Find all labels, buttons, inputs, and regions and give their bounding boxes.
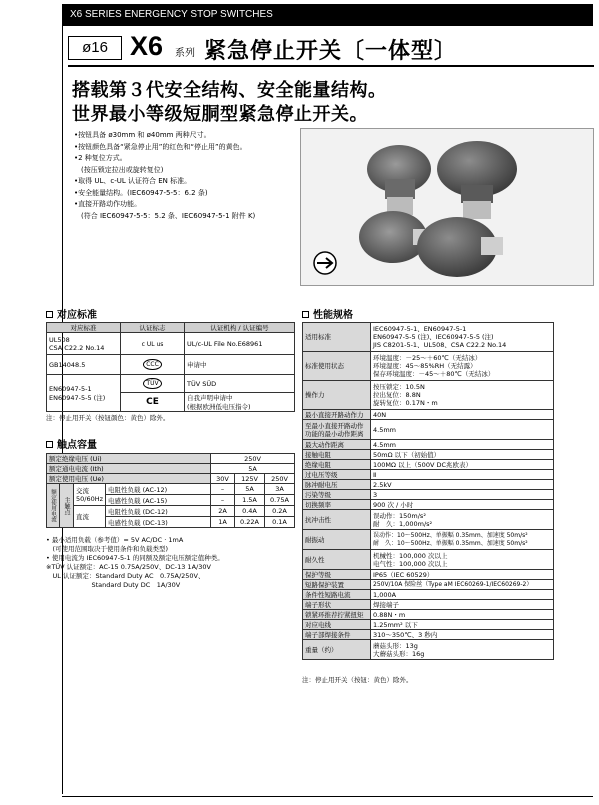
table-row [303,460,554,470]
contact-note: • 使用电流为 IEC60947-5-1 的同额及额定电压额定值种类。 [46,554,224,562]
standards-title-text: 对应标准 [57,310,97,321]
table-row [303,500,554,510]
table-row [303,640,554,660]
contact-note: UL 认证额定：Standard Duty AC 0.75A/250V、 [46,572,205,580]
spec-value: IEC60947-5-1、EN60947-5-1 EN60947-5-5 (注)、IEC60947-5-5 (注) JIS C8201-5-1、UL508、CSA C22.2 No.14 [371,323,554,352]
table-row [303,550,554,570]
load-type: 电阻性负载 (DC-12) [106,506,211,517]
spec-label: 过电压等级 [303,470,371,480]
spec-value: 50mΩ 以下（初始值） [371,450,554,460]
current-value: 2A [211,506,235,517]
specs-title-text: 性能规格 [313,310,353,321]
table-row [303,490,554,500]
spec-value: 900 次 / 小时 [371,500,554,510]
spec-label: 对应电线 [303,620,371,630]
spec-value: 1,000A [371,590,554,600]
spec-value: 310～350℃、3 秒内 [371,630,554,640]
voltage-col: 250V [265,474,295,484]
cert-info: TÜV SÜD [185,375,295,393]
table-row [303,440,554,450]
table-row [303,480,554,490]
mark-text: c UL us [141,340,164,348]
current-value: 1.5A [235,495,265,506]
feature-item: •2 种复位方式。 [74,154,127,162]
standard-name: UL508 CSA C22.2 No.14 [47,333,121,355]
spec-value: 蘑菇头形：13g 大蘑菇头形：16g [371,640,554,660]
spec-label: 耐久性 [303,550,371,570]
spec-label: 端子部焊接条件 [303,630,371,640]
cert-info: UL/c-UL File No.E68961 [185,333,295,355]
specs-table [302,322,554,660]
table-row [303,410,554,420]
spec-label: 条件性短路电流 [303,590,371,600]
current-value: 0.4A [235,506,265,517]
rated-voltage-label: 额定使用电压 (Ue) [47,474,211,484]
series-word: 系列 [175,48,195,59]
spec-label: 标准使用状态 [303,352,371,381]
headline-line-2: 世界最小等级短胴型紧急停止开关。 [72,104,368,125]
current-value: – [211,495,235,506]
specs-note: 注：停止用开关（按钮：黄色）除外。 [302,676,413,684]
specs-section-title [302,306,353,321]
product-photo [300,128,594,286]
cert-info: 申请中 [185,355,295,375]
spec-label: 最小直接开路动作力 [303,410,371,420]
spec-label: 操作力 [303,381,371,410]
standards-header: 认证机构 / 认证编号 [185,323,295,333]
rated-use-current-label: 额定使用电流 [47,484,60,528]
spec-label: 短路保护装置 [303,580,371,590]
product-name: 紧急停止开关〔一体型〕 [204,39,458,64]
table-row [47,355,295,375]
title-row [68,31,588,64]
mark-text: TÜV [143,378,161,389]
feature-item: •按钮具备 ø30mm 和 ø40mm 两种尺寸。 [74,131,211,139]
table-row [47,375,295,393]
feature-item: •安全能量结构。(IEC60947-5-5：6.2 条) [74,188,208,197]
main-contact-label: 主触点 [60,484,74,528]
spec-label: 最大动作距离 [303,440,371,450]
spec-value: 2.5kV [371,480,554,490]
title-underline [68,65,594,67]
spec-value: 40N [371,410,554,420]
standards-header: 认证标志 [121,323,185,333]
spec-value: 100MΩ 以上（500V DC兆欧表） [371,460,554,470]
spec-value: 焊接端子 [371,600,554,610]
spec-label: 保护等级 [303,570,371,580]
table-row [303,510,554,530]
spec-value: 3 [371,490,554,500]
load-type: 电阻性负载 (AC-12) [106,484,211,495]
ce-mark-icon [121,393,185,412]
product-photo-illustration [301,129,593,285]
cert-info: 自我声明申请中 (根据欧洲低电压指令) [185,393,295,412]
ccc-mark-icon [121,355,185,375]
standards-section-title [46,306,97,321]
standards-note: 注：停止用开关（按钮颜色：黄色）除外。 [46,414,170,422]
voltage-col: 125V [235,474,265,484]
section-square-icon [46,441,53,448]
spec-label: 重量（约） [303,640,371,660]
table-row [303,470,554,480]
series-header-bar: X6 SERIES ENERGENCY STOP SWITCHES [62,4,593,26]
spec-value: Ⅱ [371,470,554,480]
load-type: 电感性负载 (DC-13) [106,517,211,528]
table-row [303,530,554,550]
feature-item: (按压锁定拉出或旋转复位) [74,165,164,174]
table-row [303,570,554,580]
contact-title-text: 触点容量 [57,440,97,451]
spec-label: 切换频率 [303,500,371,510]
spec-value: 1.25mm² 以下 [371,620,554,630]
spec-value: 误动作：150m/s² 耐 久：1,000m/s² [371,510,554,530]
rated-insulation-value: 250V [211,454,295,464]
table-row [303,381,554,410]
mark-text: CCC [143,359,162,370]
table-row [303,590,554,600]
standards-header: 对应标准 [47,323,121,333]
current-value: – [211,484,235,495]
table-row [303,630,554,640]
spec-label: 污染等级 [303,490,371,500]
size-badge: ø16 [68,36,122,60]
current-value: 0.1A [265,517,295,528]
current-value: 0.75A [265,495,295,506]
section-square-icon [302,311,309,318]
table-row [303,352,554,381]
spec-label: 绝缘电阻 [303,460,371,470]
mark-text: CE [146,397,159,407]
table-row [303,600,554,610]
load-type: 电感性负载 (AC-15) [106,495,211,506]
spec-label: 脉冲耐电压 [303,480,371,490]
current-value: 0.22A [235,517,265,528]
dc-label: 直流 [74,506,106,528]
table-row [303,620,554,630]
rated-insulation-label: 额定绝缘电压 (Ui) [47,454,211,464]
table-row [303,610,554,620]
section-square-icon [46,311,53,318]
spec-value: 环境温度：－25～＋60℃（无结冰） 环境湿度：45～85%RH（无结露） 保存环境温度：－45～＋80℃（无结冰） [371,352,554,381]
contact-notes [46,536,296,590]
ac-label: 交流 50/60Hz [74,484,106,506]
table-row [303,323,554,352]
table-row [303,420,554,440]
current-value: 1A [211,517,235,528]
standard-name: GB14048.5 [47,355,121,375]
spec-label: 锁紧环推荐拧紧扭矩 [303,610,371,620]
feature-item: •按钮颜色具备“紧急停止用”的红色和“停止用”的黄色。 [74,142,247,151]
model-name: X6 [130,31,164,61]
spec-value: 误动作：10～500Hz、单振幅 0.35mm、加速度 50m/s² 耐 久：10～500Hz、单振幅 0.35mm、加速度 50m/s² [371,530,554,550]
ul-mark-icon [121,333,185,355]
rated-current-value: 5A [211,464,295,474]
spec-value: 按压锁定：10.5N 拉出复位：8.8N 旋转复位：0.17N・m [371,381,554,410]
current-value: 3A [265,484,295,495]
contact-note: • 最小适用负载（参考值）= 5V AC/DC · 1mA [46,536,184,544]
contact-section-title [46,436,97,451]
spec-label: 至最小直接开路动作 功能的最小动作距离 [303,420,371,440]
spec-value: 250V/10A 保险丝（Type aM IEC60269-1/IEC60269-2） [371,580,554,590]
contact-note: Standard Duty DC 1A/30V [46,581,181,589]
standards-table [46,322,295,412]
spec-label: 抗冲击性 [303,510,371,530]
spec-value: 4.5mm [371,420,554,440]
table-row [303,450,554,460]
feature-item: (符合 IEC60947-5-5：5.2 条、IEC60947-5-1 附件 K) [74,211,256,220]
spec-label: 端子形状 [303,600,371,610]
spec-value: 4.5mm [371,440,554,450]
table-row [303,580,554,590]
contact-table [46,453,295,528]
spec-label: 接触电阻 [303,450,371,460]
contact-note: (可使用范围取决于使用条件和负载类型) [46,545,169,553]
spec-label: 适用标准 [303,323,371,352]
voltage-col: 30V [211,474,235,484]
tuv-mark-icon [121,375,185,393]
feature-item: •直接开路动作功能。 [74,200,142,208]
standard-name: EN60947-5-1 EN60947-5-5 (注) [47,375,121,412]
table-row [47,333,295,355]
bottom-rule [62,796,593,797]
feature-item: •取得 UL、c-UL 认证符合 EN 标准。 [74,177,192,185]
spec-value: 0.88N・m [371,610,554,620]
headline-line-1: 搭载第３代安全结构、安全能量结构。 [72,80,387,101]
contact-note: ※TÜV 认证额定：AC-15 0.75A/250V、DC-13 1A/30V [46,563,211,571]
current-value: 0.2A [265,506,295,517]
rated-current-label: 额定通电电流 (Ith) [47,464,211,474]
spec-label: 耐振动 [303,530,371,550]
spec-value: 机械性：100,000 次以上 电气性：100,000 次以上 [371,550,554,570]
spec-value: IP65（IEC 60529） [371,570,554,580]
current-value: 5A [235,484,265,495]
feature-list [74,130,304,222]
